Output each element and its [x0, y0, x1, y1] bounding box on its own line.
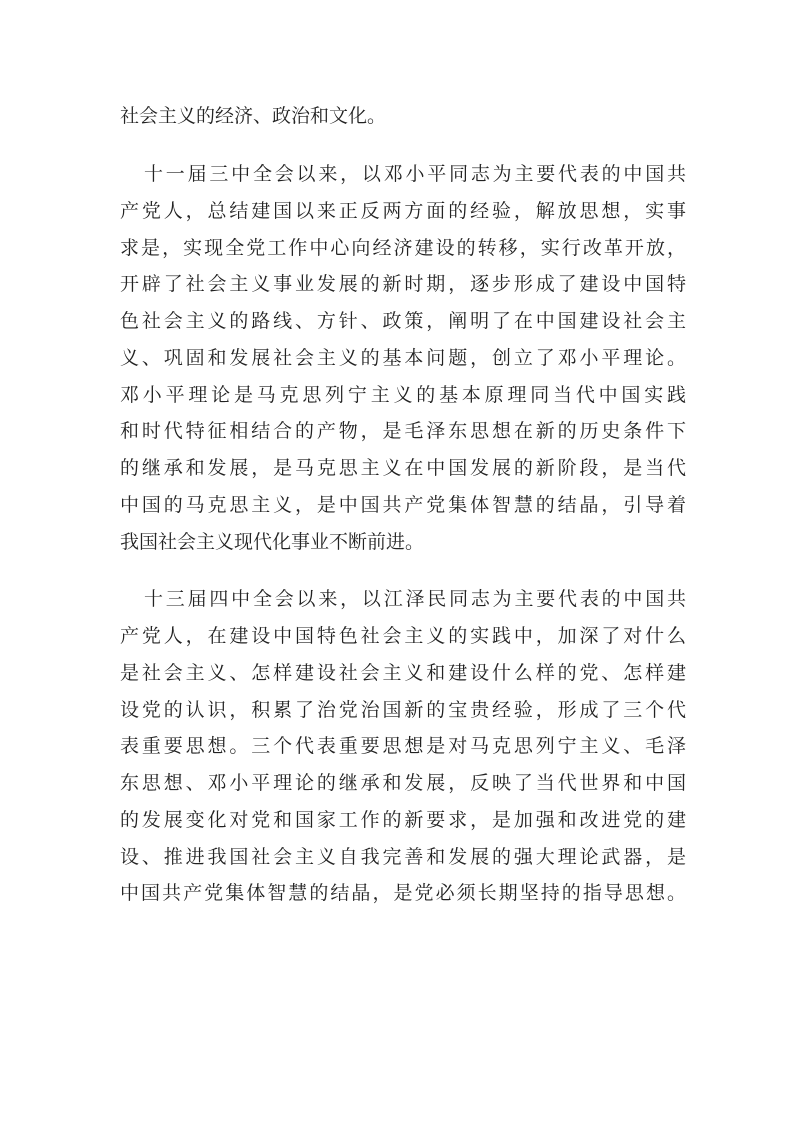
text-line: 社会主义的经济、政治和文化。	[120, 105, 387, 127]
text-line: 设、推进我国社会主义自我完善和发展的强大理论武器，是	[120, 846, 686, 868]
text-line: 求是，实现全党工作中心向经济建设的转移，实行改革开放，	[120, 237, 686, 259]
text-line: 是社会主义、怎样建设社会主义和建设什么样的党、怎样建	[120, 662, 686, 684]
text-line: 十三届四中全会以来，以江泽民同志为主要代表的中国共	[144, 588, 686, 610]
text-line: 东思想、邓小平理论的继承和发展，反映了当代世界和中国	[120, 772, 686, 794]
text-line: 中国的马克思主义，是中国共产党集体智慧的结晶，引导着	[120, 494, 686, 516]
text-line: 开辟了社会主义事业发展的新时期，逐步形成了建设中国特	[120, 273, 686, 295]
text-line: 产党人，在建设中国特色社会主义的实践中，加深了对什么	[120, 625, 686, 647]
text-line: 义、巩固和发展社会主义的基本问题，创立了邓小平理论。	[120, 347, 686, 369]
text-line: 的继承和发展，是马克思主义在中国发展的新阶段，是当代	[120, 457, 686, 479]
text-line: 和时代特征相结合的产物，是毛泽东思想在新的历史条件下	[120, 420, 686, 442]
text-line: 我国社会主义现代化事业不断前进。	[120, 531, 425, 553]
text-line: 中国共产党集体智慧的结晶，是党必须长期坚持的指导思想。	[120, 882, 686, 904]
text-line: 的发展变化对党和国家工作的新要求，是加强和改进党的建	[120, 809, 686, 831]
text-line: 产党人，总结建国以来正反两方面的经验，解放思想，实事	[120, 200, 686, 222]
text-line: 设党的认识，积累了治党治国新的宝贵经验，形成了三个代	[120, 699, 686, 721]
text-line: 十一届三中全会以来，以邓小平同志为主要代表的中国共	[144, 163, 686, 185]
text-line: 表重要思想。三个代表重要思想是对马克思列宁主义、毛泽	[120, 735, 686, 757]
text-line: 邓小平理论是马克思列宁主义的基本原理同当代中国实践	[120, 384, 686, 406]
text-line: 色社会主义的路线、方针、政策，阐明了在中国建设社会主	[120, 310, 686, 332]
